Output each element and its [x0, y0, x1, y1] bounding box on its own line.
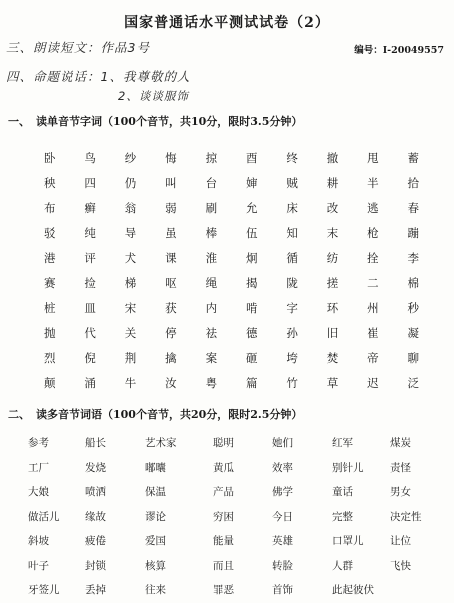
word-item: 而且: [213, 559, 234, 572]
word-item: 做活儿: [28, 510, 60, 523]
syllable-item: 纯: [84, 226, 96, 240]
syllable-item: 秧: [44, 176, 56, 190]
syllable-item: 旧: [326, 326, 339, 340]
word-item: 丢掉: [85, 584, 106, 596]
syllable-item: 陇: [286, 276, 298, 290]
section-2-number: 二、: [8, 408, 30, 421]
handwritten-speaking-topic-2: 2、谈谈服饰: [118, 89, 189, 103]
word-item: 谬论: [145, 510, 166, 523]
syllable-item: 导: [124, 226, 137, 240]
syllable-item: 代: [84, 326, 96, 340]
word-item: 黄瓜: [213, 461, 234, 474]
syllable-item: 牛: [124, 376, 137, 390]
syllable-item: 春: [407, 201, 420, 215]
handwritten-reading-note: 三、朗读短文：作品3号: [6, 40, 150, 55]
syllable-item: 内: [205, 301, 218, 315]
syllable-item: 鸟: [84, 151, 96, 165]
syllable-item: 允: [245, 201, 258, 215]
word-item: 佛学: [272, 486, 293, 498]
syllable-item: 呕: [165, 276, 177, 290]
word-item: 喷洒: [85, 486, 106, 498]
section-2-heading: [8, 406, 302, 422]
word-item: 牙签儿: [28, 584, 60, 596]
syllable-item: 炯: [245, 251, 258, 265]
syllable-item: 秒: [407, 301, 420, 315]
monosyllable-grid: [36, 146, 440, 396]
syllable-item: 淮: [205, 251, 218, 265]
word-item: 大娘: [28, 486, 49, 498]
syllable-item: 啃: [245, 301, 258, 315]
syllable-item: 烈: [44, 351, 56, 365]
syllable-item: 获: [165, 301, 177, 315]
syllable-item: 涌: [84, 376, 96, 390]
syllable-item: 倪: [84, 351, 96, 365]
syllable-item: 桩: [44, 301, 56, 315]
word-item: 穷困: [213, 510, 234, 523]
syllable-item: 抛: [44, 326, 56, 340]
syllable-item: 布: [44, 201, 56, 215]
syllable-item: 绳: [205, 276, 218, 290]
syllable-item: 迟: [367, 376, 379, 390]
syllable-item: 课: [165, 251, 177, 265]
word-item: 爱国: [145, 535, 166, 547]
syllable-item: 末: [326, 226, 339, 240]
word-item: 产品: [213, 486, 234, 498]
syllable-item: 撤: [326, 151, 339, 165]
syllable-item: 婶: [245, 176, 258, 190]
word-item: 效率: [272, 461, 293, 474]
word-item: 疲倦: [85, 535, 106, 547]
syllable-item: 州: [367, 301, 379, 315]
word-item: 决定性: [390, 510, 422, 523]
word-item: 保温: [145, 486, 166, 498]
syllable-item: 弱: [165, 201, 177, 215]
word-item: 转脸: [272, 559, 293, 572]
word-item: 首饰: [272, 584, 293, 596]
word-item: 往来: [145, 584, 166, 596]
word-item: 完整: [332, 510, 353, 523]
syllable-item: 犬: [124, 251, 137, 265]
word-item: 封锁: [85, 559, 106, 572]
word-item: 发烧: [85, 461, 106, 474]
syllable-item: 蹦: [407, 226, 420, 240]
word-item: [390, 578, 452, 603]
word-item: 能量: [213, 535, 234, 547]
syllable-item: 搓: [326, 276, 339, 290]
syllable-item: 汝: [165, 376, 177, 390]
word-item: 罪恶: [213, 584, 234, 596]
word-item: 工厂: [28, 461, 49, 474]
syllable-item: 泛: [407, 376, 420, 390]
syllable-item: 帝: [367, 351, 379, 365]
syllable-item: 赛: [44, 276, 56, 290]
syllable-item: 枪: [367, 226, 379, 240]
syllable-item: 粤: [205, 376, 218, 390]
syllable-item: 纱: [124, 151, 137, 165]
syllable-item: 皿: [84, 301, 96, 315]
syllable-item: 知: [286, 226, 298, 240]
syllable-item: 四: [84, 176, 96, 190]
word-item: 船长: [85, 437, 106, 449]
syllable-item: 改: [326, 201, 339, 215]
word-item: 英雄: [272, 535, 293, 547]
syllable-item: 崔: [367, 326, 379, 340]
word-item: 别针儿: [332, 461, 364, 474]
syllable-item: 篇: [245, 376, 258, 390]
section-2-title: 读多音节词语（100个音节，共20分，限时2.5分钟）: [36, 408, 303, 421]
syllable-item: 虽: [165, 226, 177, 240]
syllable-item: 擒: [165, 351, 177, 365]
syllable-item: 酉: [245, 151, 258, 165]
word-item: 童话: [332, 486, 353, 498]
syllable-item: 棉: [407, 276, 420, 290]
syllable-item: 揭: [245, 276, 258, 290]
syllable-item: 竹: [286, 376, 298, 390]
word-item: 男女: [390, 486, 411, 498]
syllable-item: 癣: [84, 201, 96, 215]
syllable-item: 刷: [205, 201, 218, 215]
syllable-item: 颠: [44, 376, 56, 390]
syllable-item: 贼: [286, 176, 298, 190]
word-item: 飞快: [390, 559, 411, 572]
syllable-item: 翁: [124, 201, 137, 215]
word-item: 核算: [145, 559, 166, 572]
word-item: 嘟囔: [145, 461, 166, 474]
word-item: 艺术家: [145, 437, 177, 449]
syllable-item: 耕: [326, 176, 339, 190]
syllable-item: 李: [407, 251, 420, 265]
syllable-item: 祛: [205, 326, 218, 340]
syllable-item: 循: [286, 251, 298, 265]
syllable-item: 台: [205, 176, 218, 190]
syllable-item: 垮: [286, 351, 298, 365]
syllable-item: 港: [44, 251, 56, 265]
syllable-item: 拴: [367, 251, 379, 265]
section-1-title: 读单音节字词（100个音节，共10分，限时3.5分钟）: [36, 115, 303, 128]
word-item: 口罩儿: [332, 535, 364, 547]
word-item: 叶子: [28, 559, 49, 572]
syllable-item: 荆: [124, 351, 137, 365]
syllable-item: 捡: [84, 276, 96, 290]
syllable-item: 纺: [326, 251, 339, 265]
syllable-item: 聊: [407, 351, 420, 365]
word-item: 让位: [390, 535, 411, 547]
syllable-item: 焚: [326, 351, 339, 365]
syllable-item: 床: [286, 201, 298, 215]
syllable-item: 甩: [367, 151, 379, 165]
word-item: 红军: [332, 437, 353, 449]
syllable-item: 草: [326, 376, 339, 390]
syllable-item: 关: [124, 326, 137, 340]
syllable-item: 悔: [165, 151, 177, 165]
syllable-item: 孙: [286, 326, 298, 340]
handwritten-speaking-topic-1: 四、命题说话：1、我尊敬的人: [6, 69, 191, 84]
syllable-item: 蓄: [407, 151, 420, 165]
paper-title: 国家普通话水平测试试卷（2）: [124, 15, 330, 31]
syllable-item: 终: [286, 151, 298, 165]
word-item: 人群: [332, 559, 353, 572]
word-item: 今日: [272, 510, 293, 523]
word-item: 斜坡: [28, 535, 49, 547]
syllable-item: 二: [367, 276, 379, 290]
serial-number: 编号：I-20049557: [354, 45, 444, 56]
section-1-heading: [8, 113, 302, 129]
syllable-item: 驳: [44, 226, 56, 240]
syllable-item: 宋: [124, 301, 137, 315]
word-item: 缘故: [85, 510, 106, 523]
syllable-item: 卧: [44, 151, 56, 165]
multisyllable-grid: [28, 431, 452, 603]
syllable-item: 凝: [407, 326, 420, 340]
syllable-item: 评: [84, 251, 96, 265]
word-item: 煤炭: [390, 437, 411, 449]
syllable-item: 半: [367, 176, 379, 190]
syllable-item: 伍: [245, 226, 258, 240]
syllable-item: 棒: [205, 226, 218, 240]
word-item: 她们: [272, 437, 293, 449]
section-1-number: 一、: [8, 115, 30, 128]
syllable-item: 梯: [124, 276, 137, 290]
syllable-item: 德: [245, 326, 258, 340]
word-item: 参考: [28, 437, 49, 449]
syllable-item: 逃: [367, 201, 379, 215]
syllable-item: 仍: [124, 176, 137, 190]
syllable-item: 字: [286, 301, 298, 315]
word-item: 责怪: [390, 461, 411, 474]
word-item: 此起彼伏: [332, 584, 374, 596]
word-item: 聪明: [213, 437, 234, 449]
syllable-item: 停: [165, 326, 177, 340]
syllable-item: 掠: [205, 151, 218, 165]
syllable-item: 环: [326, 301, 339, 315]
syllable-item: 案: [205, 351, 218, 365]
syllable-item: 砸: [245, 351, 258, 365]
syllable-item: 叫: [165, 176, 177, 190]
syllable-item: 拾: [407, 176, 420, 190]
